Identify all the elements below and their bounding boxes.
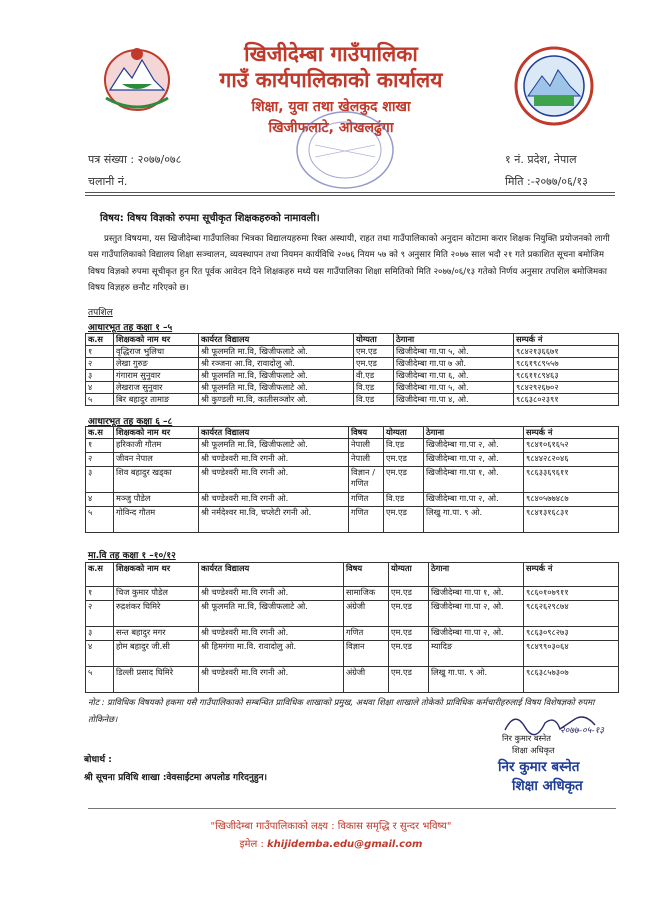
- table-cell: जीवन नेपाल: [114, 453, 199, 467]
- signatory-role-stamp: शिक्षा अधिकृत: [512, 778, 583, 794]
- office-address: खिजीफलाटे, ओखलढुंगा: [268, 120, 394, 136]
- table-cell: वि.एड: [354, 382, 394, 394]
- table-cell: खिजीदेम्बा गा.पा १, ओ.: [424, 467, 524, 493]
- table-cell: श्री चण्डेश्वरी मा.वि रगनी ओ.: [199, 587, 344, 601]
- column-header: सम्पर्क नं: [524, 427, 619, 439]
- table-cell: खिजीदेम्बा गा.पा ५, ओ.: [394, 346, 514, 358]
- table-cell: ३: [86, 370, 114, 382]
- table-cell: खिजीदेम्बा गा.पा ४, ओ.: [394, 394, 514, 406]
- table-cell: म्यादिङ: [429, 641, 524, 667]
- table-cell: ४: [86, 493, 114, 507]
- table3-caption: मा.वि तह कक्षा १ –१०/१२: [88, 551, 176, 561]
- table-cell: खिजीदेम्बा गा.पा २, ओ.: [429, 627, 524, 641]
- table-cell: गणित: [344, 627, 389, 641]
- table-cell: ५: [86, 507, 114, 533]
- table-cell: श्री नर्मदेश्वर मा.वि, चप्लेटी रगनी ओ.: [199, 507, 349, 533]
- table-cell: अंग्रेजी: [344, 667, 389, 693]
- table-cell: शिव बहादुर खड्का: [114, 467, 199, 493]
- table-cell: डिल्ली प्रसाद घिमिरे: [114, 667, 199, 693]
- table-primary-6-8: [85, 426, 619, 533]
- table-row: [86, 467, 619, 493]
- table-cell: एम.एड: [384, 507, 424, 533]
- body-paragraph: प्रस्तुत विषयमा, यस खिजीदेम्बा गाउँपालिका भित्रका विद्यालयहरुमा रिक्त अस्थायी, राहत तथा गाउँपालिकाको अनुदान कोटामा करार शिक्षक नियुक्ति प्रयोजनको लागी यस गाउँपालिकाको विद्यालय शिक्षा सञ्चालन, व्यवस्थापन तथा नियमन कार्यविधि २०७६ नियम ५७ को ९ अनुसार मिति २०७७ साल भदौ २१ गते प्रकाशित सूचना बमोजिम विषय विज्ञको रुपमा सूचीकृत हुन रित पूर्वक आवेदन दिने शिक्षकहरु मध्ये यस गाउँपालिका शिक्षा समितिको मिति २०७७/०६/१३ गतेको निर्णय अनुसार तपशिल बमोजिमका विषय विज्ञहरु छनौट गरिएको छ।: [88, 234, 610, 294]
- table-cell: गंगाराम सुनुवार: [114, 370, 199, 382]
- table-cell: श्री चण्डेश्वरी मा.वि रगनी ओ.: [199, 493, 349, 507]
- signatory-role-small: शिक्षा अधिकृत: [512, 745, 555, 755]
- cc-recipient: श्री सूचना प्रविधि शाखा :वेवसाईटमा अपलोड गरिदनुहुन।: [84, 773, 268, 783]
- table-cell: १: [86, 587, 114, 601]
- table-cell: एम.एड: [389, 667, 429, 693]
- table-row: [86, 370, 619, 382]
- table-cell: खिजीदेम्बा गा.पा ५, ओ.: [394, 382, 514, 394]
- table-cell: होम बहादुर जी.सी: [114, 641, 199, 667]
- table-cell: श्री हिमगंगा मा.वि. रावादोलु ओ.: [199, 641, 344, 667]
- table-cell: वि.एड: [384, 493, 424, 507]
- column-header: विषय: [349, 427, 384, 439]
- table-cell: खिजीदेम्बा गा.पा ६, ओ.: [394, 370, 514, 382]
- footer-slogan: "खिजीदेम्बा गाउँपालिकाको लक्ष्य : विकास समृद्धि र सुन्दर भविष्य": [210, 821, 452, 832]
- table-cell: ९८६०१०७९११: [524, 587, 619, 601]
- table-cell: वी.एड: [354, 370, 394, 382]
- signature-date: २०७७-०५-१३: [560, 726, 604, 736]
- table-cell: ९८४९९०३०६४: [524, 641, 619, 667]
- table-cell: २: [86, 601, 114, 627]
- table-row: [86, 394, 619, 406]
- table-cell: ९८४०५७७४८७: [524, 493, 619, 507]
- footer-email-label: इमेल :: [239, 839, 264, 850]
- column-header: सम्पर्क नं: [524, 563, 619, 587]
- table-cell: गणित: [349, 507, 384, 533]
- table2-caption: आधारभूत तह कक्षा ६ –८: [88, 417, 173, 427]
- table-cell: अंग्रेजी: [344, 601, 389, 627]
- column-header: शिक्षकको नाम थर: [114, 334, 199, 346]
- header-divider-second: [85, 195, 615, 196]
- table-cell: सन्त बहादुर मगर: [114, 627, 199, 641]
- table-cell: ९८६३८५७३०७: [524, 667, 619, 693]
- table-cell: श्री चण्डेश्वरी मा.वि रगनी ओ.: [199, 667, 344, 693]
- table-cell: वि.एड: [354, 394, 394, 406]
- table-primary-1-5: [85, 333, 619, 406]
- table-cell: गोविन्द गौतम: [114, 507, 199, 533]
- table-secondary-1-12: [85, 562, 619, 693]
- table-cell: खिजीदेम्बा गा.पा २, ओ.: [424, 493, 524, 507]
- table-cell: श्री फूलमति मा.वि, खिजीफलाटे ओ.: [199, 346, 354, 358]
- column-header: योग्यता: [389, 563, 429, 587]
- table-row: [86, 439, 619, 453]
- table-cell: लेखराज सुनुवार: [114, 382, 199, 394]
- table-row: [86, 358, 619, 370]
- column-header: ठेगाना: [429, 563, 524, 587]
- column-header: ठेगाना: [424, 427, 524, 439]
- column-header: कार्यरत विद्यालय: [199, 563, 344, 587]
- table-cell: खिजीदेम्बा गा.पा ७ ओ.: [394, 358, 514, 370]
- table-row: [86, 507, 619, 533]
- municipality-name: खिजीदेम्बा गाउँपालिका: [244, 42, 418, 66]
- table-cell: एम.एड: [389, 641, 429, 667]
- table-row: [86, 382, 619, 394]
- table-cell: १: [86, 439, 114, 453]
- table-cell: ९८६३३६९६११: [524, 467, 619, 493]
- table-cell: श्री फूलमति मा.वि, खिजीफलाटे ओ.: [199, 601, 344, 627]
- table-cell: श्री चण्डेश्वरी मा.वि रगनी ओ.: [199, 627, 344, 641]
- table-cell: चिज कुमार पौडेल: [114, 587, 199, 601]
- table-cell: एम.एड: [384, 453, 424, 467]
- column-header: सम्पर्क नं: [514, 334, 619, 346]
- table-cell: ९८४१०६१६५२: [524, 439, 619, 453]
- table-cell: लिखु गा.पा. ९ ओ.: [424, 507, 524, 533]
- column-header: योग्यता: [384, 427, 424, 439]
- table-row: [86, 641, 619, 667]
- table-cell: एम.एड: [384, 467, 424, 493]
- table-row: [86, 453, 619, 467]
- table-cell: ९८४२१३६६७१: [514, 346, 619, 358]
- table-row: [86, 493, 619, 507]
- column-header: शिक्षकको नाम थर: [114, 427, 199, 439]
- table-cell: लिखु गा.पा. ९ ओ.: [429, 667, 524, 693]
- table-cell: श्री फूलमति मा.वि, खिजीफलाटे ओ.: [199, 370, 354, 382]
- office-stamp-icon: [290, 105, 400, 195]
- column-header: शिक्षकको नाम थर: [114, 563, 199, 587]
- table-cell: ९८६३०९८२७३: [524, 627, 619, 641]
- table-cell: ३: [86, 467, 114, 493]
- column-header: क.स: [86, 427, 114, 439]
- table-cell: ४: [86, 641, 114, 667]
- subject-line: विषय: विषय विज्ञको रुपमा सूचीकृत शिक्षकहरुको नामावली।: [100, 213, 320, 224]
- footer-email-line: [0, 836, 662, 850]
- dispatch-number: चलानी नं.: [88, 175, 128, 188]
- table-row: [86, 587, 619, 601]
- table-cell: लेखा गुरुङ: [114, 358, 199, 370]
- column-header: क.स: [86, 334, 114, 346]
- table-cell: विज्ञान /गणित: [349, 467, 384, 493]
- table-cell: खिजीदेम्बा गा.पा २, ओ.: [424, 453, 524, 467]
- table-cell: श्री रञ्जना आ.वि, रावादोलु ओ.: [199, 358, 354, 370]
- table-cell: मञ्जु पौडेल: [114, 493, 199, 507]
- table-cell: एम.एड: [389, 627, 429, 641]
- section-name: शिक्षा, युवा तथा खेलकुद शाखा: [251, 99, 411, 115]
- table-cell: ९८४२९२६७०२: [514, 382, 619, 394]
- table-cell: खिजीदेम्बा गा.पा १, ओ.: [429, 587, 524, 601]
- table-cell: ४: [86, 382, 114, 394]
- table-cell: ९८६३८०२३९१: [514, 394, 619, 406]
- letter-date: मिति :-२०७७/०६/१३: [505, 175, 588, 188]
- table-cell: ५: [86, 394, 114, 406]
- table-cell: रुद्रशंकर घिमिरे: [114, 601, 199, 627]
- signatory-name-small: निर कुमार बस्नेत: [502, 733, 551, 743]
- table-cell: श्री चण्डेश्वरी मा.वि रगनी ओ.: [199, 467, 349, 493]
- technical-subject-note: नोट : प्राविधिक विषयको हकमा यसै गाउँपालिकाको सम्बन्धित प्राविधिक शाखाको प्रमुख, अथवा शिक्षा शाखाले तोकेको प्राविधिक कर्मचारीहरुलाई विषय विशेषज्ञको रुपमा तोकिनेछ।: [88, 697, 595, 724]
- table-cell: नेपाली: [349, 453, 384, 467]
- table-cell: १: [86, 346, 114, 358]
- table-row: [86, 627, 619, 641]
- table-row: [86, 346, 619, 358]
- signatory-name-stamp: निर कुमार बस्नेत: [498, 759, 580, 775]
- column-header: कार्यरत विद्यालय: [199, 427, 349, 439]
- table-cell: विज्ञान: [344, 641, 389, 667]
- table-cell: खिजीदेम्बा गा.पा २, ओ.: [424, 439, 524, 453]
- province-label: १ नं. प्रदेश, नेपाल: [505, 153, 577, 166]
- table1-caption: आधारभूत तह कक्षा १ –५: [88, 323, 173, 333]
- table-cell: २: [86, 453, 114, 467]
- table-cell: २: [86, 358, 114, 370]
- table-cell: श्री फूलमति मा.वि, खिजीफलाटे ओ.: [199, 439, 349, 453]
- table-cell: श्री चण्डेश्वरी मा.वि रगनी ओ.: [199, 453, 349, 467]
- column-header: ठेगाना: [394, 334, 514, 346]
- table-cell: श्री कुण्डली मा.वि, कातीसञ्जोर ओ.: [199, 394, 354, 406]
- table-cell: ९८६१९८९५५७: [514, 358, 619, 370]
- table-cell: ९८४४२८२०४६: [524, 453, 619, 467]
- table-cell: ९८६११८९४६३: [514, 370, 619, 382]
- table-cell: एम.एड: [389, 587, 429, 601]
- table-cell: हरिकाजी गौतम: [114, 439, 199, 453]
- cc-label: बोधार्थ :: [84, 755, 112, 765]
- table-cell: गणित: [349, 493, 384, 507]
- table-cell: एम.एड: [354, 346, 394, 358]
- table-row: [86, 667, 619, 693]
- table-cell: वि.एड: [384, 439, 424, 453]
- office-name: गाउँ कार्यपालिकाको कार्यालय: [219, 68, 443, 92]
- table-cell: श्री फूलमति मा.वि, खिजीफलाटे ओ.: [199, 382, 354, 394]
- table-cell: खिजीदेम्बा गा.पा २, ओ.: [429, 601, 524, 627]
- table-cell: एम.एड: [354, 358, 394, 370]
- table-cell: सामाजिक: [344, 587, 389, 601]
- column-header: विषय: [344, 563, 389, 587]
- column-header: कार्यरत विद्यालय: [199, 334, 354, 346]
- table-cell: ९८६२६२९८७४: [524, 601, 619, 627]
- table-cell: नेपाली: [349, 439, 384, 453]
- column-header: योग्यता: [354, 334, 394, 346]
- table-cell: ९८४१३१६८३१: [524, 507, 619, 533]
- table-cell: बिर बहादुर तामाङ: [114, 394, 199, 406]
- header-divider: [85, 192, 615, 193]
- footer-email-address[interactable]: khijidemba.edu@gmail.com: [267, 839, 423, 850]
- footer-divider: [88, 808, 616, 809]
- tapasil-label: तपशिल: [88, 308, 113, 318]
- table-cell: एम.एड: [389, 601, 429, 627]
- table-cell: ५: [86, 667, 114, 693]
- table-row: [86, 601, 619, 627]
- table-cell: ३: [86, 627, 114, 641]
- table-cell: वृद्धिराज भुलिचा: [114, 346, 199, 358]
- column-header: क.स: [86, 563, 114, 587]
- letter-number: पत्र संख्या : २०७७/०७८: [88, 153, 182, 166]
